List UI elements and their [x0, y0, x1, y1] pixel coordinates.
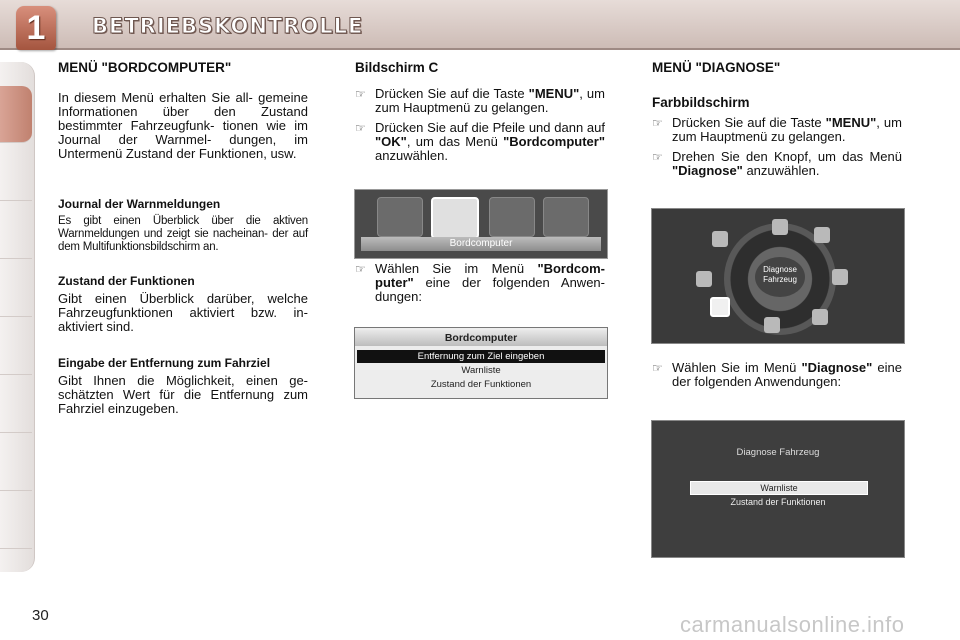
- bordcomputer-screen-icons: [354, 189, 608, 259]
- bullet-text: eine der folgenden Anwendungen:: [672, 360, 902, 389]
- zustand-text: Gibt einen Überblick darüber, welche Fahrzeugfunktionen aktiviert bzw. in- aktiviert sind.: [58, 291, 308, 334]
- bullet-bold: "MENU": [528, 86, 580, 101]
- menu-item[interactable]: Zustand der Funktionen: [730, 497, 826, 507]
- bullet-text: Wählen Sie im Menü: [672, 360, 802, 375]
- bullet-bold: "Diagnose": [672, 163, 743, 178]
- hand-pointer-icon: ☞: [355, 87, 366, 101]
- bullet-text: Wählen Sie im Menü: [375, 261, 538, 276]
- side-tab-5[interactable]: [0, 318, 32, 375]
- diagnose-menu-screen: [651, 420, 905, 558]
- dial-center-label: Diagnose Fahrzeug: [755, 257, 805, 297]
- chapter-tab: 1: [16, 6, 56, 50]
- page-number: 30: [32, 607, 49, 624]
- bullet-item: [652, 116, 902, 144]
- side-tab-8[interactable]: [0, 492, 32, 549]
- menu-title: Bordcomputer: [355, 330, 607, 346]
- menu-item[interactable]: Warnliste: [461, 365, 501, 376]
- bullet-item: [355, 87, 605, 115]
- journal-heading: Journal der Warnmeldungen: [58, 197, 221, 211]
- settings-sliders-icon: [812, 309, 828, 325]
- audio-icon: [377, 197, 423, 237]
- middle-column-lower: [355, 262, 605, 304]
- eingabe-text: Gibt Ihnen die Möglichkeit, einen ge- schätzten Wert für die Entfernung zum Fahrziel einzugeben.: [58, 373, 308, 416]
- diagnose-heading: MENÜ "DIAGNOSE": [652, 60, 781, 75]
- bullet-text: , um zum Hauptmenü zu gelangen.: [672, 115, 902, 144]
- bullet-text: Drücken Sie auf die Taste: [375, 86, 529, 101]
- bullet-bold: "MENU": [825, 115, 877, 130]
- journal-text: Es gibt einen Überblick über die aktiven Warnmeldungen und zeigt sie nacheinan- der auf dem Multifunktionsbildschirm an.: [58, 215, 308, 253]
- menu-item[interactable]: Entfernung zum Ziel eingeben: [357, 350, 605, 363]
- bullet-item: [355, 121, 605, 163]
- settings-sliders-icon: [489, 197, 535, 237]
- bullet-bold: "Bordcom- puter": [375, 261, 605, 290]
- screen-label: Bordcomputer: [361, 237, 601, 251]
- bullet-bold: "Diagnose": [801, 360, 873, 375]
- bullet-bold: "OK": [375, 134, 407, 149]
- page-title: BETRIEBSKONTROLLE: [92, 14, 364, 38]
- hand-pointer-icon: ☞: [652, 116, 663, 130]
- bullet-text: eine der folgenden Anwen- dungen:: [375, 275, 605, 304]
- bildschirm-c-heading: Bildschirm C: [355, 60, 439, 75]
- diagnose-color-screen: [651, 208, 905, 344]
- middle-column: [355, 60, 605, 163]
- hand-pointer-icon: ☞: [355, 121, 366, 135]
- watermark: carmanualsonline.info: [680, 612, 905, 637]
- farbbildschirm-heading: Farbbildschirm: [652, 95, 750, 110]
- navigation-icon: [696, 271, 712, 287]
- page-header: [0, 0, 960, 50]
- bullet-item: [652, 150, 902, 178]
- side-tab-1[interactable]: [0, 86, 32, 143]
- hand-pointer-icon: ☞: [652, 361, 663, 375]
- bullet-text: Drehen Sie den Knopf, um das Menü: [672, 149, 902, 164]
- bullet-bold: "Bordcomputer": [503, 134, 605, 149]
- bullet-text: , um das Menü: [406, 134, 504, 149]
- bordcomputer-heading: MENÜ "BORDCOMPUTER": [58, 60, 232, 75]
- menu-item[interactable]: Warnliste: [690, 481, 868, 495]
- bullet-text: Drücken Sie auf die Pfeile und dann auf: [375, 120, 605, 135]
- side-tab-6[interactable]: [0, 376, 32, 433]
- car-icon: [814, 227, 830, 243]
- side-tab-3[interactable]: [0, 202, 32, 259]
- warning-icon: [772, 219, 788, 235]
- bullet-text: anzuwählen.: [375, 148, 448, 163]
- bullet-item: [652, 361, 902, 389]
- fuel-pump-icon: [431, 197, 479, 239]
- fuel-icon: [832, 269, 848, 285]
- bordcomputer-intro: In diesem Menü erhalten Sie all- gemeine Informationen über den Zustand bestimmter Fahrzeugfunk- tionen wie im Journal der Warnmel- dungen, im Untermenü Zustand der Funktionen, usw.: [58, 90, 308, 161]
- bullet-item: [355, 262, 605, 304]
- chapter-side-rail: [0, 62, 35, 572]
- bordcomputer-menu-screen: [354, 327, 608, 399]
- side-tab-7[interactable]: [0, 434, 32, 491]
- hand-pointer-icon: ☞: [355, 262, 366, 276]
- tools-icon: [712, 231, 728, 247]
- menu-title: Diagnose Fahrzeug: [736, 447, 820, 458]
- right-column: [652, 60, 902, 178]
- wrench-icon: [710, 297, 730, 317]
- side-tab-2[interactable]: [0, 144, 32, 201]
- menu-item[interactable]: Zustand der Funktionen: [430, 379, 532, 390]
- left-column: [58, 60, 308, 416]
- hand-pointer-icon: ☞: [652, 150, 663, 164]
- side-tab-4[interactable]: [0, 260, 32, 317]
- eingabe-heading: Eingabe der Entfernung zum Fahrziel: [58, 356, 271, 370]
- speaker-icon: [764, 317, 780, 333]
- bullet-text: Drücken Sie auf die Taste: [672, 115, 826, 130]
- right-column-lower: [652, 361, 902, 389]
- bullet-text: , um zum Hauptmenü zu gelangen.: [375, 86, 605, 115]
- phone-icon: [543, 197, 589, 237]
- zustand-heading: Zustand der Funktionen: [58, 274, 195, 288]
- bullet-text: anzuwählen.: [742, 163, 820, 178]
